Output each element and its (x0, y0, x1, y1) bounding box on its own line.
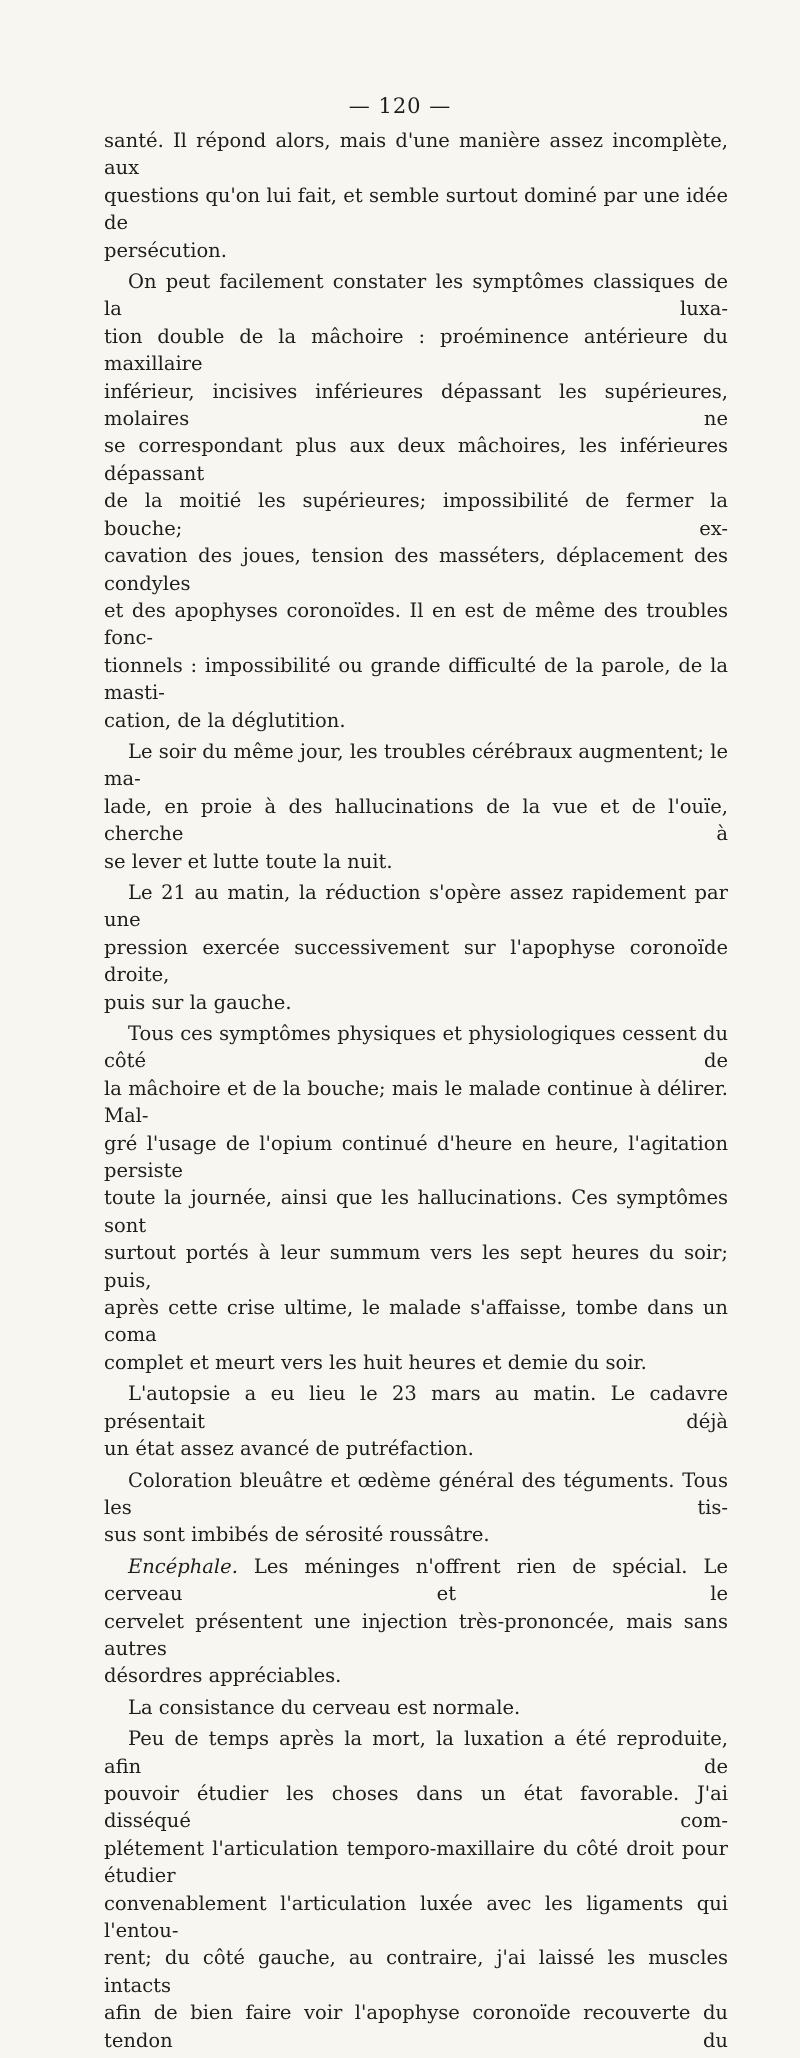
paragraph-3 (104, 738, 728, 875)
text-line: tionnels : impossibilité ou grande difficulté de la parole, de la masti- (104, 653, 728, 705)
text-line: se correspondant plus aux deux mâchoires, les inférieures dépassant (104, 434, 728, 485)
text-line: pouvoir étudier les choses dans un état favorable. J'ai disséqué com- (104, 1781, 728, 1833)
text-line: sus sont imbibés de sérosité roussâtre. (104, 1523, 490, 1547)
text-line: et des apophyses coronoïdes. Il en est de même des troubles fonc- (104, 598, 728, 650)
text-line: toute la journée, ainsi que les hallucinations. Ces symptômes sont (104, 1186, 728, 1237)
text-line: de la moitié les supérieures; impossibilité de fermer la bouche; ex- (104, 489, 728, 540)
text-line: Coloration bleuâtre et œdème général des téguments. Tous les tis- (104, 1468, 728, 1519)
text-line: surtout portés à leur summum vers les sept heures du soir; puis, (104, 1241, 728, 1292)
text-line: questions qu'on lui fait, et semble surtout dominé par une idée de (104, 183, 728, 235)
page-number: — 120 — (348, 94, 452, 118)
text-line: puis sur la gauche. (104, 990, 292, 1014)
paragraph-10 (104, 1725, 728, 2054)
text-line: On peut facilement constater les symptômes classiques de la luxa- (104, 270, 728, 321)
text-line: afin de bien faire voir l'apophyse coronoïde recouverte du tendon du (104, 2001, 728, 2052)
body-text (104, 127, 728, 2058)
text-line: complet et meurt vers les huit heures et demie du soir. (104, 1350, 647, 1374)
text-line: se lever et lutte toute la nuit. (104, 849, 393, 873)
text-line: rent; du côté gauche, au contraire, j'ai laissé les muscles intacts (104, 1946, 728, 1997)
text-line: gré l'usage de l'opium continué d'heure en heure, l'agitation persiste (104, 1131, 728, 1183)
text-line: tion double de la mâchoire : proéminence antérieure du maxillaire (104, 324, 728, 376)
text-line: cavation des joues, tension des masséters, déplacement des condyles (104, 544, 728, 595)
text-line: cation, de la déglutition. (104, 708, 346, 732)
paragraph-1 (104, 127, 728, 264)
text-line: L'autopsie a eu lieu le 23 mars au matin. Le cadavre présentait déjà (104, 1382, 728, 1433)
text-line: La consistance du cerveau est normale. (128, 1695, 521, 1719)
text-line: persécution. (104, 238, 227, 262)
paragraph-7 (104, 1467, 728, 1549)
text-line: Peu de temps après la mort, la luxation a été reproduite, afin de (104, 1727, 728, 1778)
text-line: Le 21 au matin, la réduction s'opère assez rapidement par une (104, 880, 728, 932)
text-line: Tous ces symptômes physiques et physiologiques cessent du côté de (104, 1022, 728, 1073)
text-line: Le soir du même jour, les troubles cérébraux augmentent; le ma- (104, 739, 728, 791)
text-line: désordres appréciables. (104, 1664, 342, 1688)
text-line: inférieur, incisives inférieures dépassant les supérieures, molaires ne (104, 379, 728, 431)
text-span: Les méninges n'offrent rien de spécial. Le cerveau et le (104, 1554, 728, 1606)
paragraph-5 (104, 1020, 728, 1376)
paragraph-2 (104, 268, 728, 734)
text-line: pression exercée successivement sur l'apophyse coronoïde droite, (104, 935, 728, 987)
paragraph-9 (104, 1694, 728, 1721)
section-heading-encephale: Encéphale. (128, 1554, 238, 1578)
text-line: la mâchoire et de la bouche; mais le malade continue à délirer. Mal- (104, 1076, 728, 1128)
text-line (104, 1553, 728, 1608)
paragraph-4 (104, 879, 728, 1016)
text-line: santé. Il répond alors, mais d'une manière assez incomplète, aux (104, 129, 728, 180)
text-line: lade, en proie à des hallucinations de la vue et de l'ouïe, cherche à (104, 794, 728, 846)
text-line: cervelet présentent une injection très-prononcée, mais sans autres (104, 1609, 728, 1660)
text-line: un état assez avancé de putréfaction. (104, 1437, 474, 1461)
paragraph-8 (104, 1553, 728, 1690)
paragraph-6 (104, 1380, 728, 1462)
text-line: plétement l'articulation temporo-maxillaire du côté droit pour étudier (104, 1836, 728, 1888)
text-line: après cette crise ultime, le malade s'affaisse, tombe dans un coma (104, 1296, 728, 1347)
text-line: convenablement l'articulation luxée avec les ligaments qui l'entou- (104, 1891, 728, 1942)
